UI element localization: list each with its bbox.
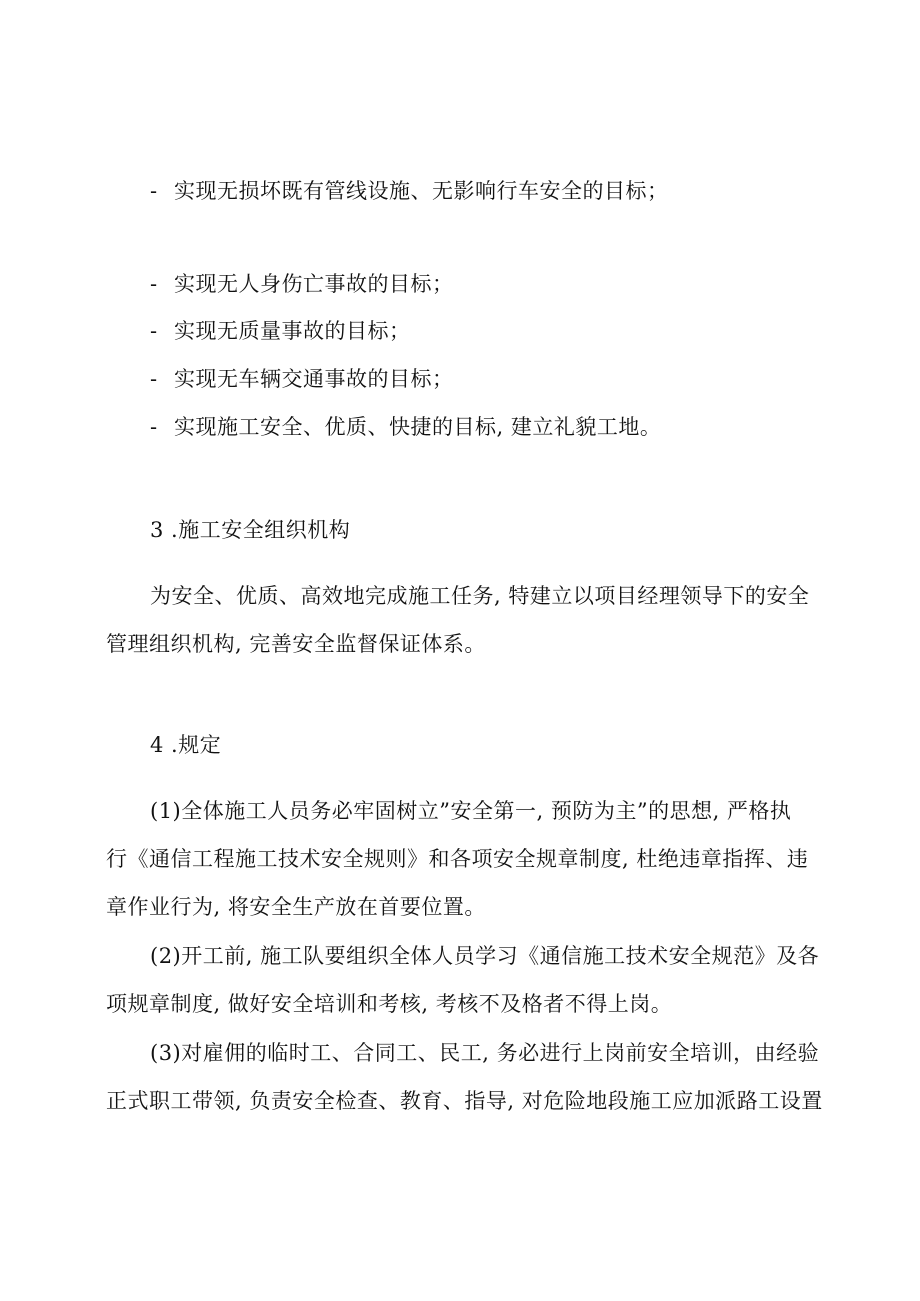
bullet-item: [150, 413, 661, 441]
paragraph-line: 行《通信工程施工技术安全规则》和各项安全规章制度, 杜绝违章指挥、违: [106, 847, 809, 871]
paragraph-line: 正式职工带领, 负责安全检查、教育、指导, 对危险地段施工应加派路工设置: [106, 1089, 823, 1113]
bullet-marker: -: [150, 415, 158, 439]
section-heading: 4 .规定: [150, 733, 222, 757]
bullet-marker: -: [150, 179, 158, 203]
paragraph-line: 为安全、优质、高效地完成施工任务, 特建立以项目经理领导下的安全: [150, 584, 810, 608]
bullet-text: 实现无人身伤亡事故的目标；: [174, 272, 454, 296]
bullet-text: 实现无车辆交通事故的目标；: [174, 367, 454, 391]
section-heading: 3 .施工安全组织机构: [150, 518, 351, 542]
bullet-item: [150, 365, 454, 393]
bullet-marker: -: [150, 367, 158, 391]
paragraph-line: (3)对雇佣的临时工、合同工、民工, 务必进行上岗前安全培训，由经验: [150, 1041, 820, 1065]
paragraph-line: 项规章制度, 做好安全培训和考核, 考核不及格者不得上岗。: [106, 992, 673, 1016]
bullet-item: [150, 177, 669, 205]
paragraph-line: 章作业行为, 将安全生产放在首要位置。: [106, 895, 486, 919]
bullet-text: 实现无质量事故的目标；: [174, 319, 411, 343]
bullet-text: 实现无损坏既有管线设施、无影响行车安全的目标；: [174, 179, 669, 203]
paragraph-line: (1)全体施工人员务必牢固树立”安全第一, 预防为主”的思想, 严格执: [150, 799, 792, 823]
paragraph-line: 管理组织机构, 完善安全监督保证体系。: [106, 632, 486, 656]
bullet-item: [150, 270, 454, 298]
bullet-text: 实现施工安全、优质、快捷的目标, 建立礼貌工地。: [174, 415, 662, 439]
bullet-item: [150, 317, 411, 345]
paragraph-line: (2)开工前, 施工队要组织全体人员学习《通信施工技术安全规范》及各: [150, 944, 820, 968]
bullet-marker: -: [150, 319, 158, 343]
bullet-marker: -: [150, 272, 158, 296]
